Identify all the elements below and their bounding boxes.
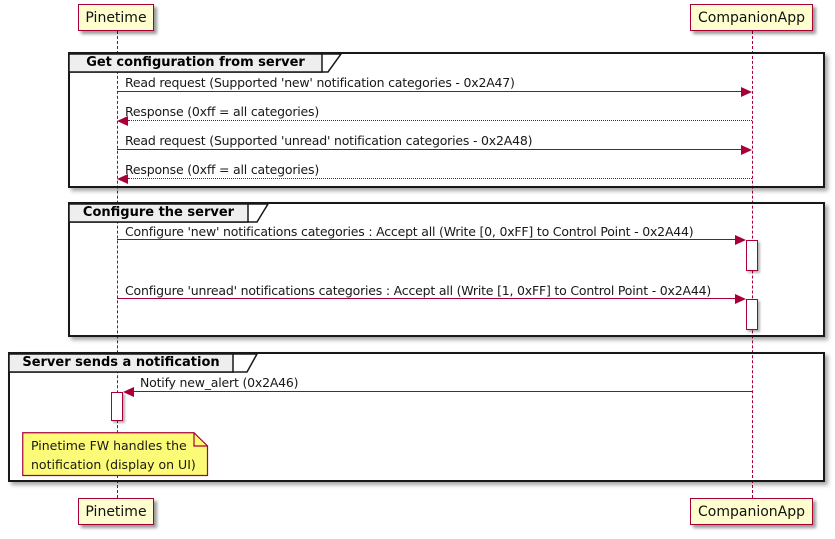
group-title: Configure the server — [82, 205, 235, 220]
activation-bar — [111, 392, 123, 421]
group-title: Get configuration from server — [86, 55, 305, 70]
arrowhead-right-icon — [735, 235, 746, 245]
participant-pinetime-top — [78, 4, 154, 31]
message-arrow-line — [128, 178, 752, 179]
message-arrow-line — [134, 391, 752, 392]
message-label: Notify new_alert (0x2A46) — [140, 375, 299, 390]
message-label: Configure 'unread' notifications categories : Accept all (Write [1, 0xFF] to Control Point - 0x2A44) — [125, 283, 712, 298]
message-label: Read request (Supported 'new' notification categories - 0x2A47) — [125, 75, 515, 90]
message-arrow-line — [128, 120, 752, 121]
arrowhead-left-icon — [123, 387, 134, 397]
note-line-1: Pinetime FW handles the — [31, 438, 187, 453]
message-arrow-line — [117, 239, 735, 240]
participant-companionapp-bottom — [690, 498, 813, 525]
participant-label: CompanionApp — [698, 503, 805, 520]
activation-bar — [746, 240, 758, 271]
arrowhead-left-icon — [117, 174, 128, 184]
message-arrow-line — [117, 91, 741, 92]
message-label: Read request (Supported 'unread' notification categories - 0x2A48) — [125, 133, 533, 148]
activation-bar — [746, 299, 758, 330]
participant-label: Pinetime — [85, 503, 147, 520]
message-arrow-line — [117, 149, 741, 150]
note — [31, 436, 196, 474]
message-label: Response (0xff = all categories) — [125, 104, 320, 119]
participant-label: CompanionApp — [698, 9, 805, 26]
arrowhead-left-icon — [117, 116, 128, 126]
arrowhead-right-icon — [741, 145, 752, 155]
message-label: Configure 'new' notifications categories : Accept all (Write [0, 0xFF] to Control Point - 0x2A44) — [125, 224, 694, 239]
participant-pinetime-bottom — [78, 498, 154, 525]
group-title: Server sends a notification — [22, 355, 220, 370]
arrowhead-right-icon — [741, 87, 752, 97]
note-line-2: notification (display on UI) — [31, 457, 196, 472]
message-arrow-line — [117, 298, 735, 299]
participant-companionapp-top — [690, 4, 813, 31]
arrowhead-right-icon — [735, 294, 746, 304]
message-label: Response (0xff = all categories) — [125, 162, 320, 177]
participant-label: Pinetime — [85, 9, 147, 26]
